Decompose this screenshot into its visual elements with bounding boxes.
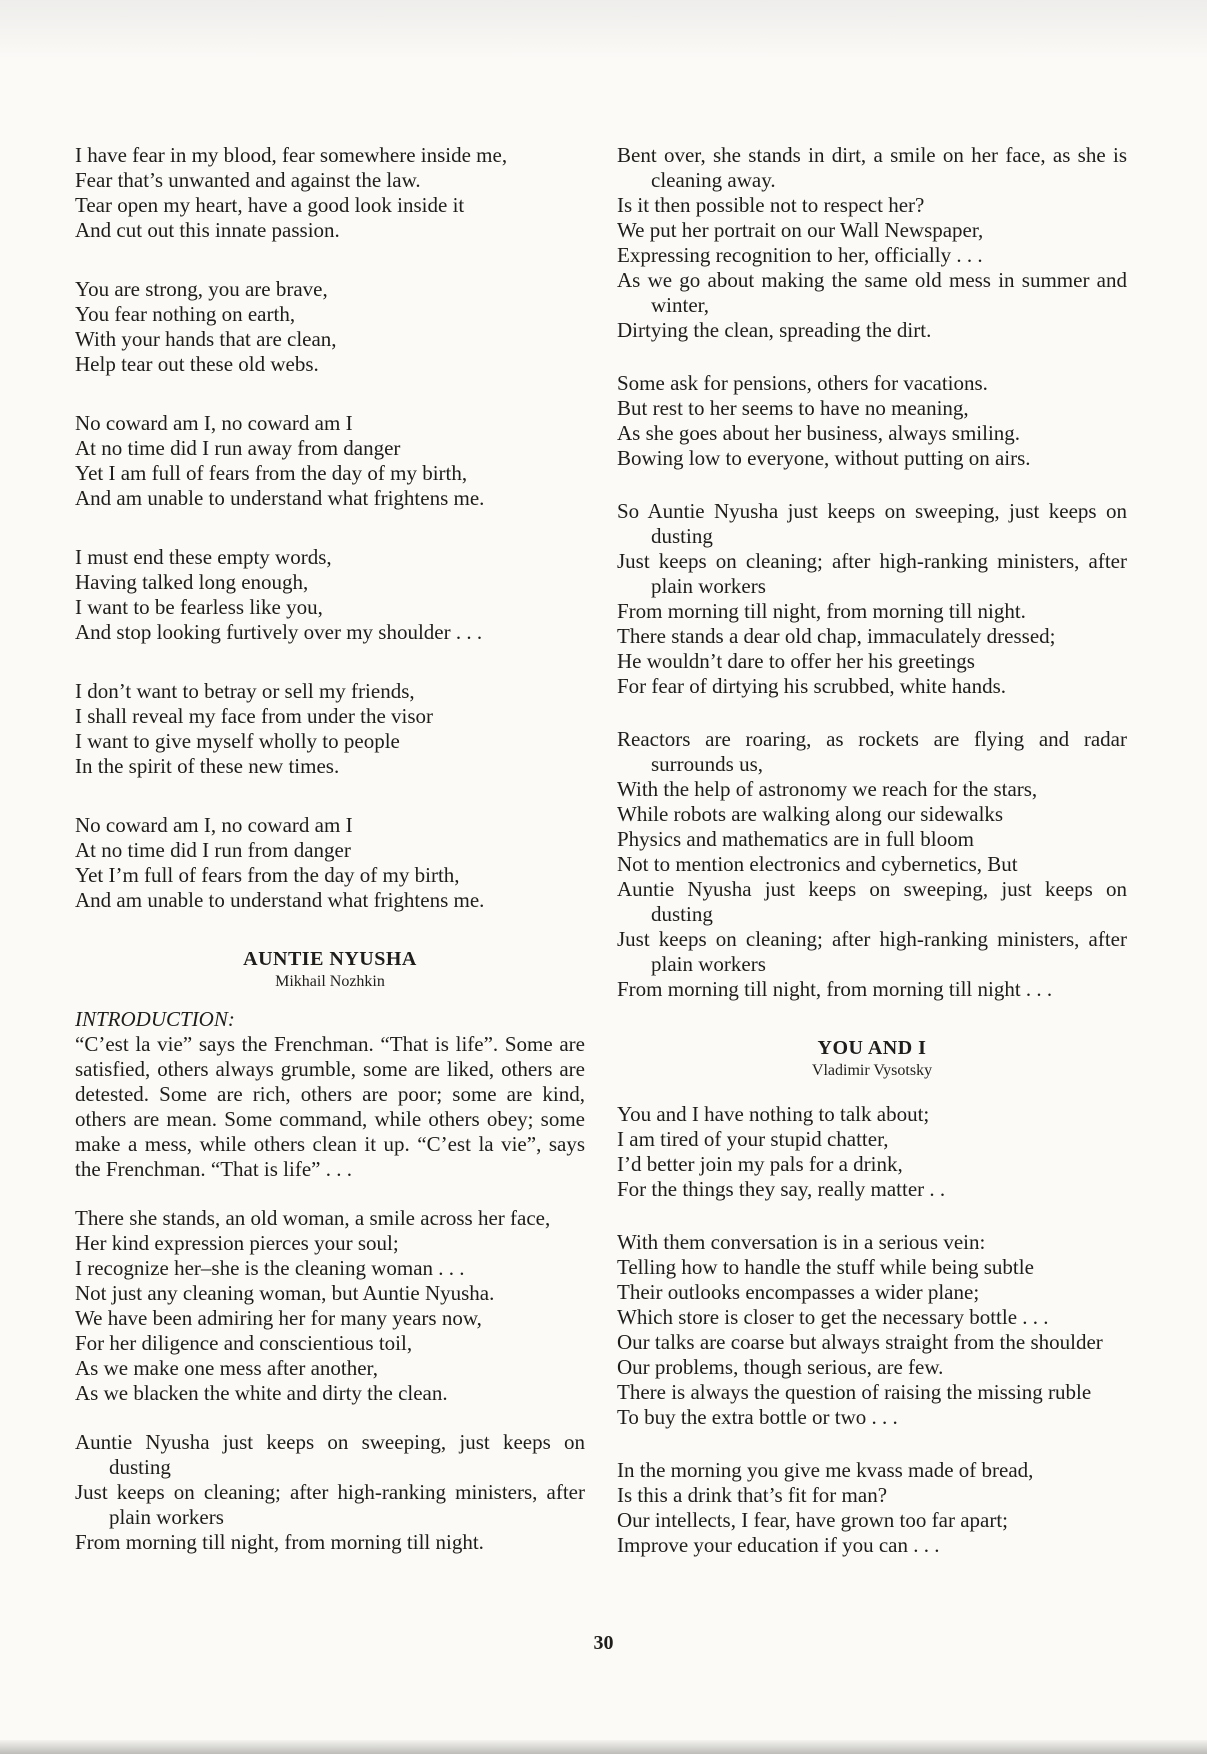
verse-line: You and I have nothing to talk about; — [617, 1102, 930, 1126]
verse-line: To buy the extra bottle or two . . . — [617, 1405, 898, 1429]
verse-line: There stands a dear old chap, immaculately dressed; — [617, 624, 1056, 648]
stanza — [617, 1230, 1127, 1430]
stanza — [75, 813, 585, 913]
verse-line: With them conversation is in a serious vein: — [617, 1230, 986, 1254]
verse-line: From morning till night, from morning till night. — [617, 599, 1026, 623]
verse-line: As we go about making the same old mess in summer and winter, — [617, 268, 1127, 317]
verse-line: Our talks are coarse but always straight from the shoulder — [617, 1330, 1103, 1354]
verse-line: Just keeps on cleaning; after high-ranking ministers, after plain workers — [617, 927, 1127, 976]
introduction-heading: INTRODUCTION: — [75, 1007, 235, 1031]
verse-line: Yet I’m full of fears from the day of my birth, — [75, 863, 460, 887]
verse-line: Help tear out these old webs. — [75, 352, 319, 376]
stanza — [75, 679, 585, 779]
verse-line: At no time did I run away from danger — [75, 436, 401, 460]
verse-line: Is this a drink that’s fit for man? — [617, 1483, 888, 1507]
poem-title-you-and-i: YOU AND I — [817, 1037, 927, 1059]
verse-line: While robots are walking along our sidewalks — [617, 802, 1004, 826]
verse-line: I want to give myself wholly to people — [75, 729, 400, 753]
verse-line: From morning till night, from morning till night . . . — [617, 977, 1053, 1001]
stanza — [617, 1102, 1127, 1202]
poem-title-auntie-nyusha: AUNTIE NYUSHA — [243, 948, 417, 970]
verse-line: I have fear in my blood, fear somewhere inside me, — [75, 143, 508, 167]
verse-line: You fear nothing on earth, — [75, 302, 296, 326]
poem-author-nozhkin: Mikhail Nozhkin — [275, 973, 385, 990]
verse-line: Bowing low to everyone, without putting on airs. — [617, 446, 1031, 470]
verse-line: And stop looking furtively over my shoulder . . . — [75, 620, 483, 644]
verse-line: No coward am I, no coward am I — [75, 411, 353, 435]
stanza — [617, 143, 1127, 343]
page-number: 30 — [593, 1632, 614, 1654]
verse-line: And am unable to understand what frightens me. — [75, 888, 485, 912]
verse-line: For fear of dirtying his scrubbed, white hands. — [617, 674, 1007, 698]
verse-line: You are strong, you are brave, — [75, 277, 328, 301]
verse-line: And am unable to understand what frightens me. — [75, 486, 485, 510]
verse-line: I shall reveal my face from under the visor — [75, 704, 434, 728]
verse-line: For her diligence and conscientious toil, — [75, 1331, 413, 1355]
verse-line: We put her portrait on our Wall Newspaper, — [617, 218, 984, 242]
stanza — [617, 499, 1127, 699]
verse-line: And cut out this innate passion. — [75, 218, 340, 242]
verse-line: Is it then possible not to respect her? — [617, 193, 925, 217]
verse-line: Physics and mathematics are in full bloom — [617, 827, 974, 851]
verse-line: With your hands that are clean, — [75, 327, 337, 351]
verse-line: As she goes about her business, always smiling. — [617, 421, 1021, 445]
verse-line: Our intellects, I fear, have grown too far apart; — [617, 1508, 1008, 1532]
stanza — [75, 545, 585, 645]
stanza — [75, 277, 585, 377]
verse-line: As we blacken the white and dirty the clean. — [75, 1381, 448, 1405]
poem-fear-stanzas — [75, 143, 585, 913]
verse-line: Having talked long enough, — [75, 570, 309, 594]
verse-line: Not just any cleaning woman, but Auntie Nyusha. — [75, 1281, 495, 1305]
verse-line: From morning till night, from morning till night. — [75, 1530, 484, 1554]
verse-line: Their outlooks encompasses a wider plane; — [617, 1280, 980, 1304]
verse-line: Just keeps on cleaning; after high-ranking ministers, after plain workers — [617, 549, 1127, 598]
stanza — [617, 727, 1127, 1002]
poem-auntie-nyusha-stanzas-right — [617, 143, 1127, 1002]
verse-line: I don’t want to betray or sell my friends, — [75, 679, 415, 703]
stanza — [75, 1430, 585, 1555]
verse-line: Which store is closer to get the necessary bottle . . . — [617, 1305, 1049, 1329]
verse-line: Yet I am full of fears from the day of my birth, — [75, 461, 468, 485]
left-column — [75, 143, 585, 1555]
verse-line: As we make one mess after another, — [75, 1356, 378, 1380]
right-column — [617, 143, 1127, 1558]
verse-line: He wouldn’t dare to offer her his greetings — [617, 649, 975, 673]
poem-auntie-nyusha-stanzas-left — [75, 1206, 585, 1555]
verse-line: Some ask for pensions, others for vacations. — [617, 371, 988, 395]
verse-line: I must end these empty words, — [75, 545, 332, 569]
verse-line: Improve your education if you can . . . — [617, 1533, 940, 1557]
verse-line: Fear that’s unwanted and against the law. — [75, 168, 421, 192]
verse-line: With the help of astronomy we reach for the stars, — [617, 777, 1038, 801]
stanza — [617, 1458, 1127, 1558]
verse-line: Reactors are roaring, as rockets are flying and radar surrounds us, — [617, 727, 1127, 776]
page-top-shadow — [0, 0, 1207, 60]
introduction-text: “C’est la vie” says the Frenchman. “That is life”. Some are satisfied, others always grumble, some are liked, others are detested. Some are rich, others are poor; some are kind, others are mean. Some command, while others obey; some make a mess, while others clean it up. “C’est la vie”, says the Frenchman. “That is life” . . . — [75, 1032, 585, 1181]
verse-line: Auntie Nyusha just keeps on sweeping, just keeps on dusting — [75, 1430, 585, 1479]
poem-you-and-i-stanzas — [617, 1102, 1127, 1558]
verse-line: Dirtying the clean, spreading the dirt. — [617, 318, 932, 342]
verse-line: At no time did I run from danger — [75, 838, 351, 862]
verse-line: Telling how to handle the stuff while being subtle — [617, 1255, 1034, 1279]
page-bottom-edge — [0, 1740, 1207, 1754]
verse-line: Expressing recognition to her, officially . . . — [617, 243, 983, 267]
verse-line: But rest to her seems to have no meaning, — [617, 396, 969, 420]
verse-line: Her kind expression pierces your soul; — [75, 1231, 399, 1255]
stanza — [617, 371, 1127, 471]
verse-line: For the things they say, really matter . . — [617, 1177, 946, 1201]
verse-line: I recognize her–she is the cleaning woman . . . — [75, 1256, 465, 1280]
stanza — [75, 1206, 585, 1406]
stanza — [75, 411, 585, 511]
verse-line: Tear open my heart, have a good look inside it — [75, 193, 465, 217]
stanza — [75, 143, 585, 243]
verse-line: I’d better join my pals for a drink, — [617, 1152, 903, 1176]
verse-line: There she stands, an old woman, a smile across her face, — [75, 1206, 551, 1230]
verse-line: No coward am I, no coward am I — [75, 813, 353, 837]
verse-line: Bent over, she stands in dirt, a smile on her face, as she is cleaning away. — [617, 143, 1127, 192]
verse-line: In the spirit of these new times. — [75, 754, 340, 778]
verse-line: There is always the question of raising the missing ruble — [617, 1380, 1092, 1404]
verse-line: Our problems, though serious, are few. — [617, 1355, 944, 1379]
verse-line: I want to be fearless like you, — [75, 595, 323, 619]
verse-line: Just keeps on cleaning; after high-ranking ministers, after plain workers — [75, 1480, 585, 1529]
verse-line: I am tired of your stupid chatter, — [617, 1127, 889, 1151]
verse-line: We have been admiring her for many years now, — [75, 1306, 482, 1330]
verse-line: Auntie Nyusha just keeps on sweeping, just keeps on dusting — [617, 877, 1127, 926]
poem-author-vysotsky: Vladimir Vysotsky — [811, 1062, 933, 1079]
verse-line: Not to mention electronics and cybernetics, But — [617, 852, 1018, 876]
verse-line: So Auntie Nyusha just keeps on sweeping, just keeps on dusting — [617, 499, 1127, 548]
verse-line: In the morning you give me kvass made of bread, — [617, 1458, 1034, 1482]
